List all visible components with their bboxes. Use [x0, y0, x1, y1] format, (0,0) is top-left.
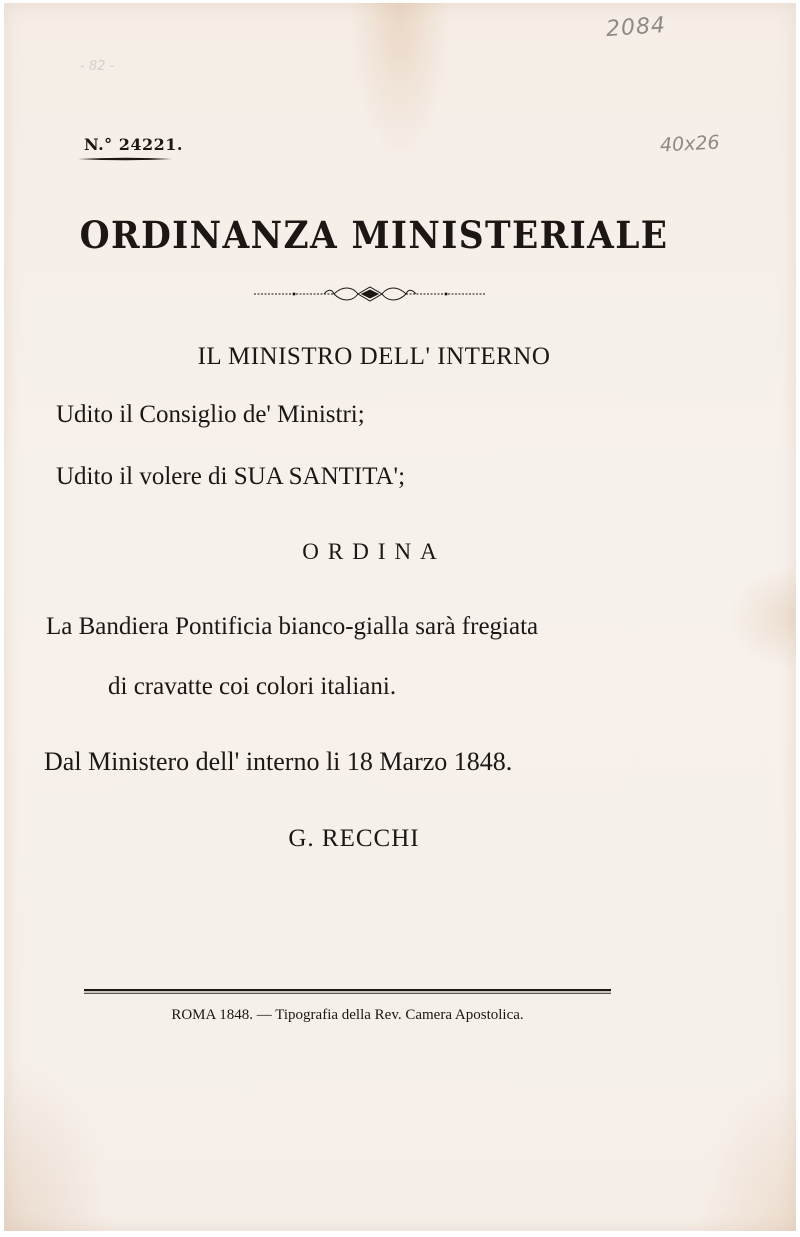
minister-heading: IL MINISTRO DELL' INTERNO: [197, 343, 551, 370]
ornament-divider: [254, 283, 486, 305]
page-title: ORDINANZA MINISTERIALE: [79, 213, 669, 257]
document-number: N.° 24221.: [84, 135, 183, 154]
pencil-faint-note: - 82 -: [80, 59, 115, 74]
footer-rule: [84, 989, 611, 995]
preamble-line-council: Udito il Consiglio de' Ministri;: [56, 401, 365, 428]
preamble-line-holiness: Udito il volere di SUA SANTITA';: [56, 463, 406, 490]
pencil-size-note: 40x26: [659, 131, 721, 157]
order-text-line-1: La Bandiera Pontificia bianco-gialla sarà fregiata: [46, 613, 539, 640]
printer-footer: ROMA 1848. — Tipografia della Rev. Camera Apostolica.: [171, 1007, 524, 1023]
date-line: Dal Ministero dell' interno li 18 Marzo 1848.: [44, 747, 513, 776]
ordina-heading: ORDINA: [302, 539, 446, 564]
signature: G. RECCHI: [288, 825, 420, 852]
number-underline: [78, 157, 172, 161]
order-text-line-2: di cravatte coi colori italiani.: [108, 673, 397, 700]
pencil-catalog-number: 2084: [605, 12, 667, 43]
document-sheet: [4, 3, 796, 1231]
